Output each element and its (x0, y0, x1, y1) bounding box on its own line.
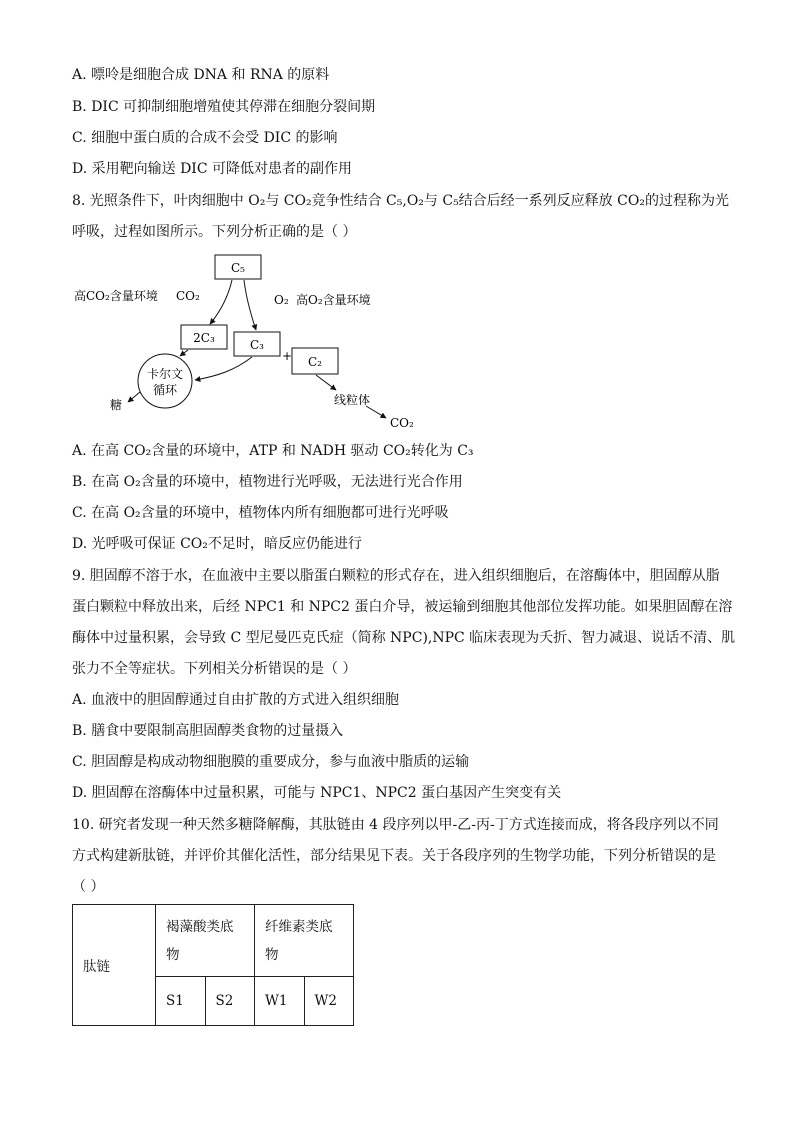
c3-label: C₃ (250, 338, 264, 352)
q8-option-d: D. 光呼吸可保证 CO₂不足时，暗反应仍能进行 (72, 536, 362, 552)
table-header-peptide: 肽链 (73, 905, 156, 1026)
high-co2-env-label: 高CO₂含量环境 (74, 289, 158, 303)
co2-out-label: CO₂ (390, 416, 414, 430)
two-c3-label: 2C₃ (193, 331, 215, 345)
q9-stem-line3: 酶体中过量积累，会导致 C 型尼曼匹克氏症（简称 NPC),NPC 临床表现为夭折、智力减退、说话不清、肌 (72, 630, 736, 646)
cellulose-line2: 物 (265, 946, 279, 963)
table-sub-s2: S2 (205, 977, 255, 1026)
arrow-c3-to-calvin (195, 357, 252, 380)
arrow-c2-to-mito (316, 375, 336, 390)
q10-results-table (72, 904, 354, 1026)
arrow-2c3-to-calvin (180, 350, 188, 356)
q9-stem-line2: 蛋白颗粒中释放出来，后经 NPC1 和 NPC2 蛋白介导，被运输到细胞其他部位发挥功能。如果胆固醇在溶 (72, 599, 733, 615)
cellulose-line1: 纤维素类底 (265, 918, 333, 935)
arrow-c5-to-c3 (244, 280, 256, 330)
alginate-line2: 物 (166, 946, 180, 963)
q8-option-b: B. 在高 O₂含量的环境中，植物进行光呼吸，无法进行光合作用 (72, 474, 463, 490)
table-sub-s1: S1 (156, 977, 206, 1026)
c2-label: C₂ (308, 355, 322, 369)
q8-option-a: A. 在高 CO₂含量的环境中，ATP 和 NADH 驱动 CO₂转化为 C₃ (72, 443, 474, 459)
table-header-alginate (156, 905, 255, 977)
q8-stem-line2: 呼吸，过程如图所示。下列分析正确的是（ ） (72, 224, 357, 240)
q8-option-c: C. 在高 O₂含量的环境中，植物体内所有细胞都可进行光呼吸 (72, 505, 449, 521)
q9-option-d: D. 胆固醇在溶酶体中过量积累，可能与 NPC1、NPC2 蛋白基因产生突变有关 (72, 785, 562, 801)
calvin-label-2: 循环 (152, 383, 178, 397)
photorespiration-diagram (70, 252, 430, 432)
q10-stem-line3: （ ） (72, 879, 105, 895)
sugar-label: 糖 (110, 398, 123, 412)
q7-option-a: A. 嘌呤是细胞合成 DNA 和 RNA 的原料 (72, 67, 330, 83)
alginate-line1: 褐藻酸类底 (166, 918, 234, 935)
mito-label: 线粒体 (334, 393, 371, 407)
q7-option-b: B. DIC 可抑制细胞增殖使其停滞在细胞分裂间期 (72, 99, 376, 115)
co2-in-label: CO₂ (176, 289, 200, 303)
plus-sign: + (282, 349, 293, 363)
q8-stem-line1: 8. 光照条件下，叶肉细胞中 O₂与 CO₂竞争性结合 C₅,O₂与 C₅结合后经一系列反应释放 CO₂的过程称为光 (72, 193, 729, 209)
o2-in-label: O₂ (274, 293, 289, 307)
arrow-calvin-to-sugar (128, 392, 140, 402)
table-header-cellulose (255, 905, 354, 977)
q9-stem-line1: 9. 胆固醇不溶于水，在血液中主要以脂蛋白颗粒的形式存在，进入组织细胞后，在溶酶体中，胆固醇从脂 (72, 568, 720, 584)
q10-stem-line2: 方式构建新肽链，并评价其催化活性，部分结果见下表。关于各段序列的生物学功能，下列分析错误的是 (72, 848, 716, 864)
q9-option-c: C. 胆固醇是构成动物细胞膜的重要成分，参与血液中脂质的运输 (72, 754, 470, 770)
high-o2-env-label: 高O₂含量环境 (296, 293, 371, 307)
arrow-mito-to-co2 (366, 406, 386, 418)
q7-option-d: D. 采用靶向输送 DIC 可降低对患者的副作用 (72, 161, 352, 177)
c5-label: C₅ (231, 261, 245, 275)
q10-stem-line1: 10. 研究者发现一种天然多糖降解酶，其肽链由 4 段序列以甲-乙-丙-丁方式连接而成，将各段序列以不同 (72, 817, 719, 833)
q9-option-a: A. 血液中的胆固醇通过自由扩散的方式进入组织细胞 (72, 692, 400, 708)
calvin-cycle-circle (138, 354, 192, 408)
table-sub-w1: W1 (255, 977, 305, 1026)
q7-option-c: C. 细胞中蛋白质的合成不会受 DIC 的影响 (72, 130, 338, 146)
calvin-label-1: 卡尔文 (146, 367, 184, 381)
arrow-c5-to-2c3 (210, 280, 232, 324)
table-sub-w2: W2 (304, 977, 354, 1026)
q9-option-b: B. 膳食中要限制高胆固醇类食物的过量摄入 (72, 723, 344, 739)
q9-stem-line4: 张力不全等症状。下列相关分析错误的是（ ） (72, 661, 357, 677)
